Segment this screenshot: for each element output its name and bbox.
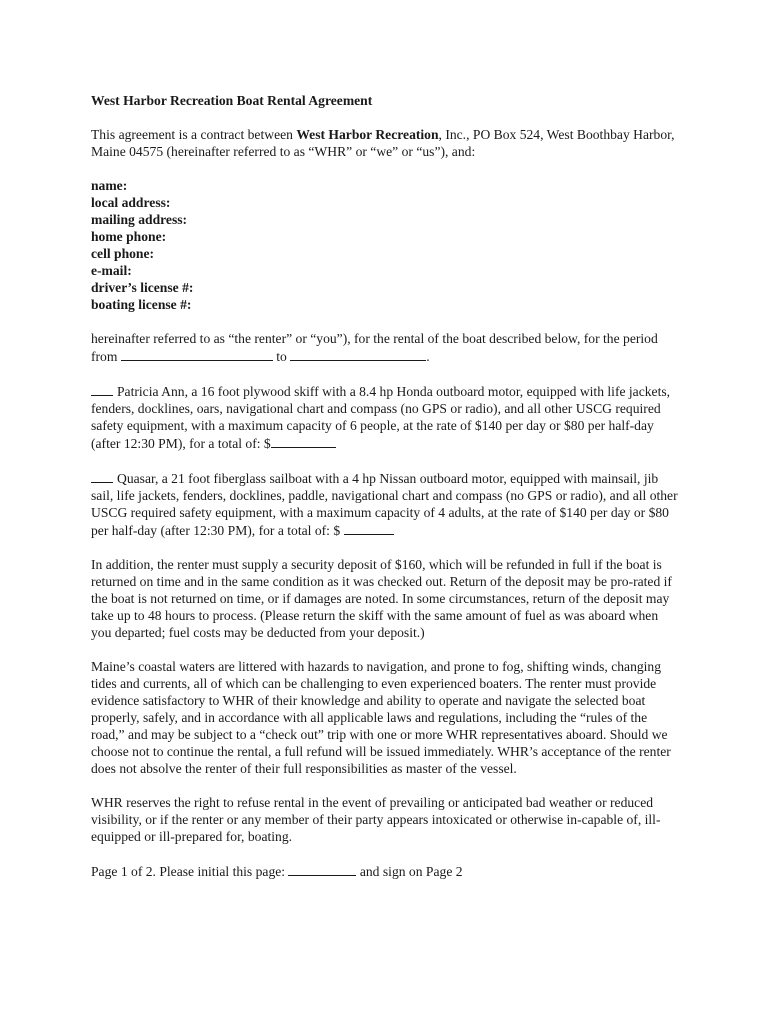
- intro-text-after: , Inc., PO Box 524, West Boothbay Harbor, Maine 04575 (hereinafter referred to as “WHR” or “we” or “us”), and:: [91, 127, 675, 159]
- field-boating-license-label: boating license #:: [91, 297, 192, 312]
- rental-period-text: hereinafter referred to as “the renter” or “you”), for the rental of the boat described below, for the period from: [91, 331, 658, 364]
- field-cell-phone-label: cell phone:: [91, 246, 155, 261]
- patricia-ann-total-blank[interactable]: [271, 434, 336, 448]
- footer-text-sign: and sign on Page 2: [356, 864, 463, 879]
- intro-text-before: This agreement is a contract between: [91, 127, 297, 142]
- page-footer: [91, 862, 681, 880]
- company-name: West Harbor Recreation: [296, 127, 439, 142]
- rental-period-to: to: [272, 349, 291, 364]
- patricia-ann-description: Patricia Ann, a 16 foot plywood skiff with a 8.4 hp Honda outboard motor, equipped with life jackets, fenders, docklines, oars, navigational chart and compass (no GPS or radio), and all other USCG required safety equipment, with a maximum capacity of 6 people, at the rate of $140 per day or $80 per half-day (after 12:30 PM), for a total of: $: [91, 384, 671, 451]
- quasar-description: Quasar, a 21 foot fiberglass sailboat with a 4 hp Nissan outboard motor, equipped with mainsail, jib sail, life jackets, fenders, docklines, paddle, navigational chart and compass (no GPS or radio), and all other USCG required safety equipment, with a maximum capacity of 4 adults, at the rate of $140 per day or $80 per half-day (after 12:30 PM), for a total of: $: [91, 471, 678, 538]
- field-local-address-label: local address:: [91, 195, 171, 210]
- refusal-paragraph: WHR reserves the right to refuse rental in the event of prevailing or anticipated bad weather or reduced visibility, or if the renter or any member of their party appears intoxicated or otherwise in-capable of, ill-equipped or ill-prepared for, boating.: [91, 795, 661, 844]
- footer-text-initial: Page 1 of 2. Please initial this page:: [91, 864, 289, 879]
- rental-start-date-blank[interactable]: [121, 347, 273, 361]
- rental-period-end: .: [426, 349, 430, 364]
- boat-option-patricia-ann: [91, 382, 681, 452]
- rental-period-paragraph: [91, 330, 681, 365]
- field-name-label: name:: [91, 178, 128, 193]
- document-title: West Harbor Recreation Boat Rental Agreement: [91, 93, 373, 108]
- renter-info-fields: [91, 177, 681, 313]
- patricia-ann-check-blank[interactable]: [91, 382, 113, 396]
- field-email-label: e-mail:: [91, 263, 132, 278]
- intro-paragraph: [91, 126, 681, 160]
- quasar-total-blank[interactable]: [344, 521, 394, 535]
- field-drivers-license-label: driver’s license #:: [91, 280, 194, 295]
- quasar-check-blank[interactable]: [91, 469, 113, 483]
- document-body: [91, 92, 681, 897]
- field-mailing-address-label: mailing address:: [91, 212, 188, 227]
- hazards-paragraph: Maine’s coastal waters are littered with hazards to navigation, and prone to fog, shifting winds, changing tides and currents, all of which can be challenging to even experienced boaters. The renter must provide evidence satisfactory to WHR of their knowledge and ability to operate and navigate the selected boat properly, safely, and in accordance with all applicable laws and regulations, including the “rules of the road,” and may be subject to a “check out” trip with one or more WHR representatives aboard. Should we choose not to continue the rental, a full refund will be issued immediately. WHR’s acceptance of the renter does not absolve the renter of their full responsibilities as master of the vessel.: [91, 659, 671, 776]
- rental-end-date-blank[interactable]: [290, 347, 426, 361]
- deposit-paragraph: In addition, the renter must supply a security deposit of $160, which will be refunded in full if the boat is returned on time and in the same condition as it was checked out. Return of the deposit may be pro-rated if the boat is not returned on time, or if damages are noted. In some circumstances, return of the deposit may take up to 48 hours to process. (Please return the skiff with the same amount of fuel as was aboard when you departed; fuel costs may be deducted from your deposit.): [91, 557, 672, 640]
- initial-blank[interactable]: [288, 862, 356, 876]
- field-home-phone-label: home phone:: [91, 229, 167, 244]
- boat-option-quasar: [91, 469, 681, 539]
